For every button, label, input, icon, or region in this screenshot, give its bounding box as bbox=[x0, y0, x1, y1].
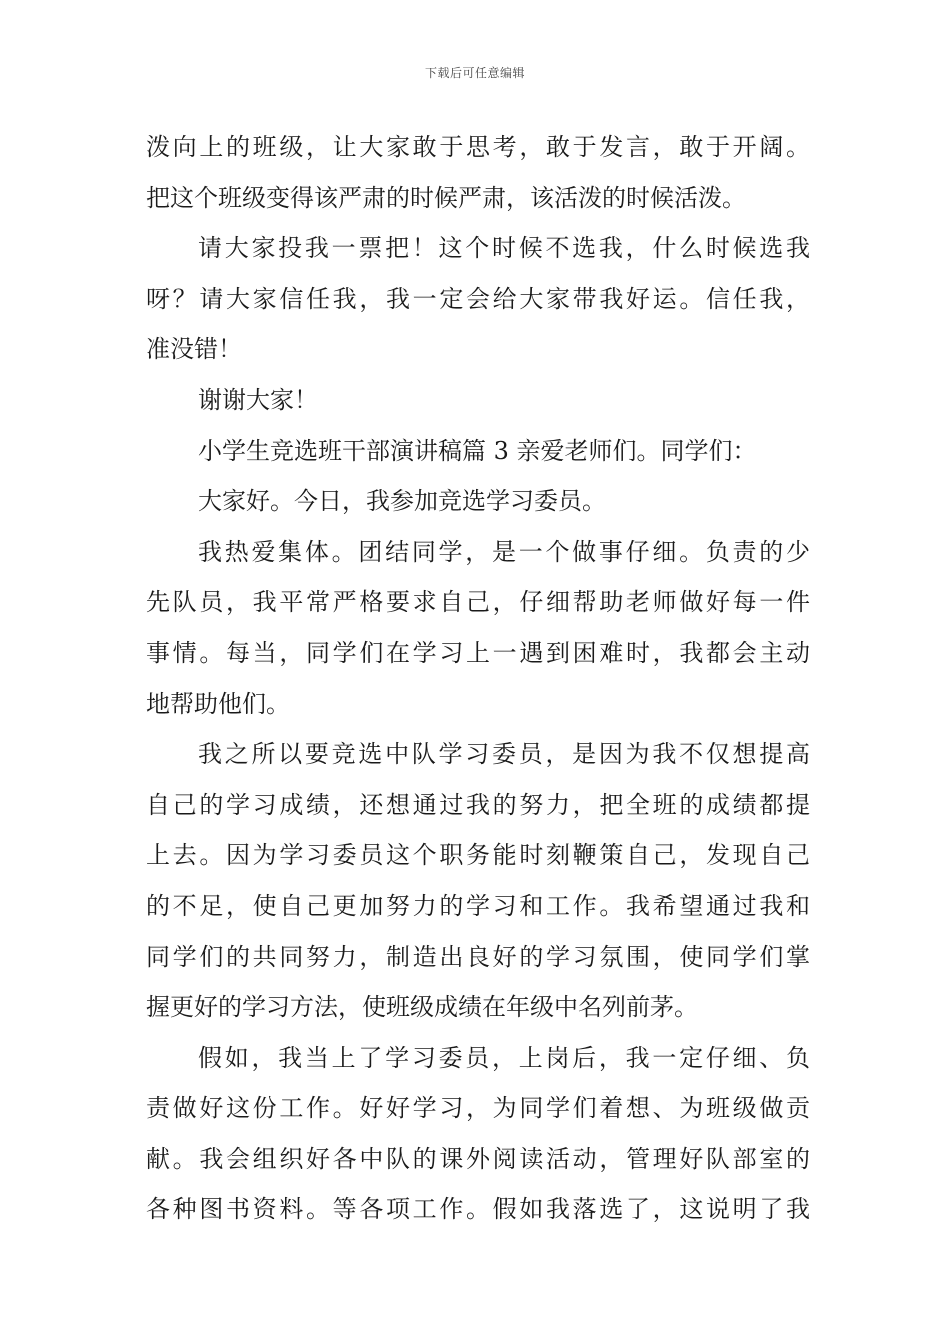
text-line: 我热爱集体。团结同学，是一个做事仔细。负责的少 bbox=[198, 537, 810, 566]
text-line: 小学生竞选班干部演讲稿篇 3 亲爱老师们。同学们： bbox=[198, 436, 757, 465]
text-line: 先队员，我平常严格要求自己，仔细帮助老师做好每一件 bbox=[146, 588, 810, 617]
text-line: 地帮助他们。 bbox=[146, 689, 290, 718]
text-line: 泼向上的班级，让大家敢于思考，敢于发言，敢于开阔。 bbox=[146, 133, 810, 161]
document-body bbox=[146, 122, 810, 1235]
text-line: 请大家投我一票把！这个时候不选我，什么时候选我 bbox=[198, 234, 810, 263]
text-line: 握更好的学习方法，使班级成绩在年级中名列前茅。 bbox=[146, 993, 698, 1022]
text-line: 各种图书资料。等各项工作。假如我落选了，这说明了我 bbox=[146, 1195, 810, 1224]
text-line: 的不足，使自己更加努力的学习和工作。我希望通过我和 bbox=[146, 891, 810, 920]
text-line: 把这个班级变得该严肃的时候严肃，该活泼的时候活泼。 bbox=[146, 183, 746, 212]
text-line: 责做好这份工作。好好学习，为同学们着想、为班级做贡 bbox=[146, 1094, 810, 1123]
text-line: 上去。因为学习委员这个职务能时刻鞭策自己，发现自己 bbox=[146, 841, 810, 870]
text-line: 事情。每当，同学们在学习上一遇到困难时，我都会主动 bbox=[146, 638, 810, 667]
text-line: 准没错！ bbox=[146, 335, 242, 364]
text-line: 假如，我当上了学习委员，上岗后，我一定仔细、负 bbox=[198, 1043, 810, 1072]
header-note: 下载后可任意编辑 bbox=[424, 66, 525, 80]
text-line: 呀？请大家信任我，我一定会给大家带我好运。信任我， bbox=[146, 284, 810, 313]
text-line: 谢谢大家！ bbox=[198, 385, 318, 414]
text-line: 同学们的共同努力，制造出良好的学习氛围，使同学们掌 bbox=[146, 942, 810, 971]
text-line: 我之所以要竞选中队学习委员，是因为我不仅想提高 bbox=[198, 740, 810, 769]
text-line: 大家好。今日，我参加竞选学习委员。 bbox=[198, 487, 606, 516]
text-line: 献。我会组织好各中队的课外阅读活动，管理好队部室的 bbox=[146, 1144, 810, 1173]
text-line: 自己的学习成绩，还想通过我的努力，把全班的成绩都提 bbox=[146, 790, 810, 819]
